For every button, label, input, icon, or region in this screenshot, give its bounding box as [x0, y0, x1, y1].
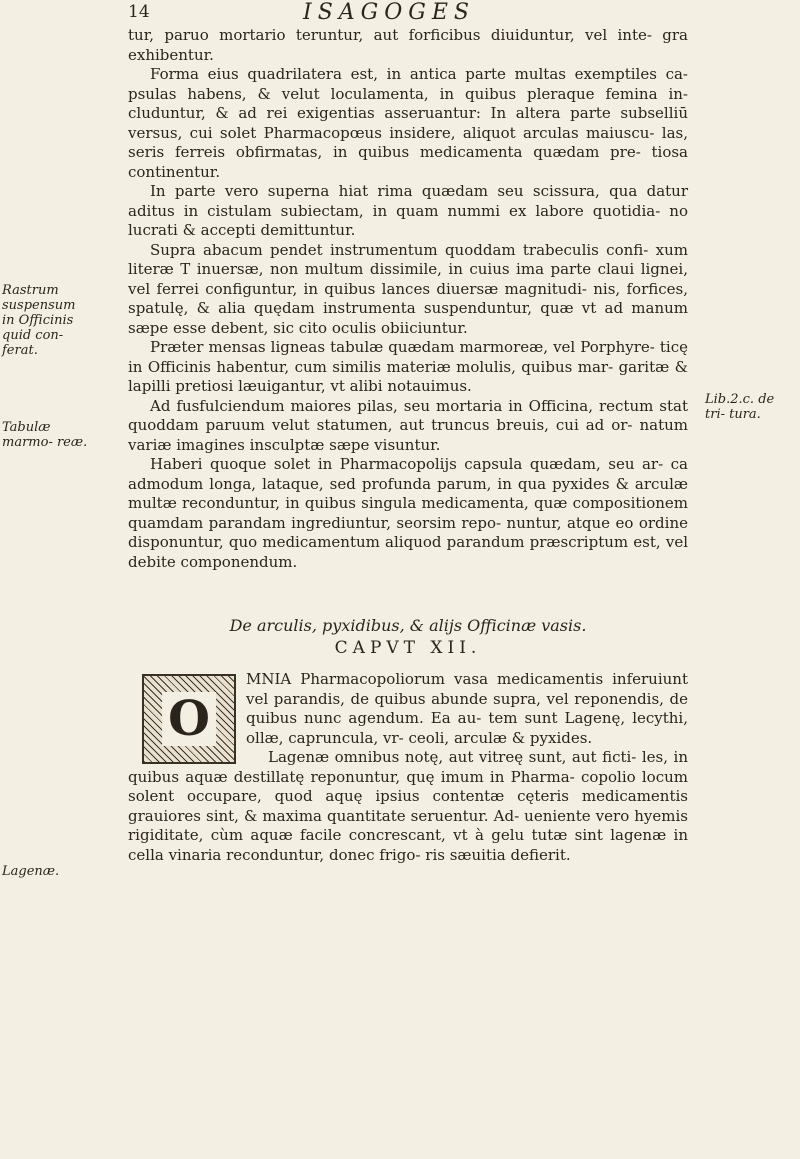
margin-note-lagenae: Lagenæ. [2, 864, 60, 879]
paragraph: In parte vero superna hiat rima quædam seu scissura, qua datur aditus in cistulam subiectam, in quam nummi ex labore quotidia- no lucrati & accepti demittuntur. [128, 182, 688, 239]
running-header [128, 2, 688, 28]
margin-note-tabulae: Tabulæ marmo- reæ. [2, 420, 88, 450]
paragraph: Supra abacum pendet instrumentum quoddam trabeculis confi- xum literæ T inuersæ, non multum dissimile, in cuius ima parte claui lignei, vel ferrei configuntur, in quibus lances diuersæ magnitudi- nis, forfices, spatulę, & alia quędam instrumenta suspenduntur, quæ vt ad manum sæpe esse debent, sic cito oculis obiiciuntur. [128, 240, 688, 337]
page-number: 14 [128, 2, 150, 22]
decorated-initial-woodcut [142, 674, 236, 764]
chapter-heading: CAPVT XII. [334, 637, 482, 658]
margin-note-reference: Lib.2.c. de tri- tura. [705, 392, 775, 422]
chapter-opening [128, 670, 688, 865]
paragraph: Ad fusfulciendum maiores pilas, seu mortaria in Officina, rectum stat quoddam paruum velut statumen, aut truncus breuis, cui ad or- natum variæ imagines insculptæ sæpe visuntur. [128, 396, 688, 454]
paragraph: Lagenæ omnibus notę, aut vitreę sunt, aut ficti- les, in quibus aquæ destillatę reponuntur, quę imum in Pharma- copolio locum solent occupare, quod aquę ipsius contentæ cęteris medicamentis grauiores sint, & maxima quantitate seruentur. Ad- ueniente vero hyemis rigiditate, cùm aquæ facile concrescant, vt à gelu tutæ sint lagenæ in cella vinaria reconduntur, donec frigo- ris sæuitia defierit. [128, 748, 688, 864]
paragraph: MNIA Pharmacopoliorum vasa medicamentis inferuiunt vel parandis, de quibus abunde supra, vel reponendis, de quibus nunc agendum. Ea au- tem sunt Lagenę, lecythi, ollæ, capruncula, vr- ceoli, arculæ & pyxides. [246, 670, 688, 747]
paragraph: Præter mensas ligneas tabulæ quædam marmoreæ, vel Porphyre- ticę in Officinis habentur, cum similis materiæ molulis, quibus mar- garitæ & lapilli pretiosi læuigantur, vt alibi notauimus. [128, 338, 688, 395]
paragraph: tur, paruo mortario teruntur, aut forficibus diuiduntur, vel inte- gra exhibentur. [128, 26, 688, 64]
main-text [128, 26, 688, 865]
paragraph: Forma eius quadrilatera est, in antica parte multas exemptiles ca- psulas habens, & velut loculamenta, in quibus pleraque femina in- cluduntur, & ad rei exigentias asseruantur: In altera parte subselliū versus, cui solet Pharmacopœus insidere, aliquot arculas maiuscu- las, seris ferreis obfirmatas, in quibus medicamenta quædam pre- tiosa continentur. [128, 65, 688, 181]
running-title: ISAGOGES [303, 0, 475, 25]
margin-note-rastrum: Rastrum suspensum in Officinis quid con- ferat. [2, 283, 76, 358]
initial-letter: O [162, 692, 216, 746]
section-subtitle: De arculis, pyxidibus, & alijs Officinæ vasis. [229, 616, 587, 635]
paragraph: Haberi quoque solet in Pharmacopolijs capsula quædam, seu ar- ca admodum longa, lataque, sed profunda parum, in qua pyxides & arculæ multæ reconduntur, in quibus singula medicamenta, quæ compositionem quamdam parandam ingrediuntur, seorsim repo- nuntur, atque eo ordine disponuntur, quo medicamentum aliquod parandum præscriptum est, vel debite componendum. [128, 455, 688, 571]
